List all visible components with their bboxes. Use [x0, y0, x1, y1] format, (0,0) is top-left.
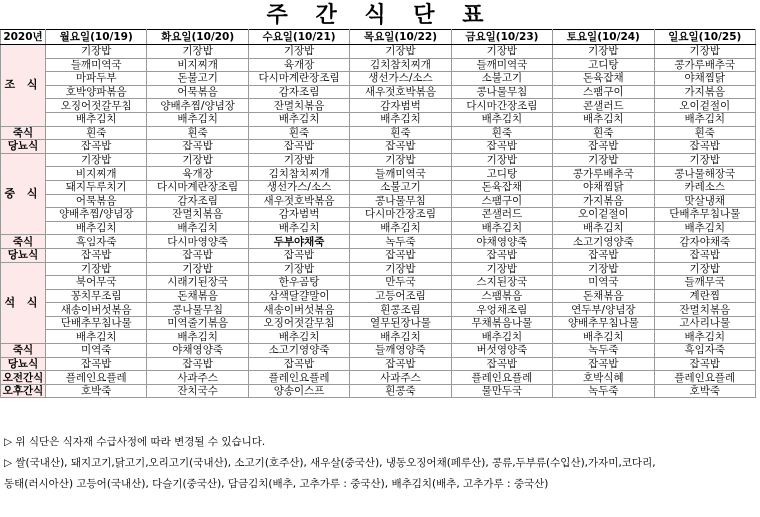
menu-item: 배추김치 [451, 330, 552, 344]
menu-item: 배추김치 [654, 221, 755, 235]
menu-item: 다시마간장조림 [451, 99, 552, 113]
menu-item: 돈채볶음 [553, 289, 654, 303]
menu-item: 흰죽 [451, 126, 552, 140]
menu-item: 들깨미역국 [350, 167, 451, 181]
menu-item: 만두국 [350, 276, 451, 290]
menu-item: 잔멸치볶음 [654, 303, 755, 317]
menu-item: 기장밥 [350, 45, 451, 59]
menu-item: 양배추무침나물 [553, 316, 654, 330]
menu-item: 배추김치 [147, 221, 248, 235]
menu-item: 가지볶음 [654, 85, 755, 99]
menu-item: 연두부/양념장 [553, 303, 654, 317]
menu-row [1, 221, 756, 235]
menu-item: 꽁치무조림 [46, 289, 147, 303]
menu-row [1, 357, 756, 371]
menu-item: 기장밥 [248, 153, 349, 167]
meal-label: 중 식 [1, 153, 46, 235]
menu-item: 흰콩조림 [350, 303, 451, 317]
menu-item: 무채볶음나물 [451, 316, 552, 330]
menu-item: 플레인요플레 [46, 371, 147, 385]
menu-item: 시래기된장국 [147, 276, 248, 290]
menu-item: 흑임자죽 [46, 235, 147, 249]
menu-item: 감자조림 [147, 194, 248, 208]
menu-row [1, 112, 756, 126]
menu-item: 카레소스 [654, 180, 755, 194]
menu-item: 흰죽 [654, 126, 755, 140]
menu-item: 고사리나물 [654, 316, 755, 330]
day-header: 월요일(10/19) [46, 30, 147, 45]
menu-item: 기장밥 [248, 262, 349, 276]
menu-item: 소불고기 [350, 180, 451, 194]
menu-item: 잡곡밥 [147, 248, 248, 262]
menu-item: 배추김치 [147, 330, 248, 344]
menu-item: 야채영양죽 [147, 344, 248, 358]
menu-item: 다시마계란장조림 [147, 180, 248, 194]
menu-item: 잔멸치볶음 [248, 99, 349, 113]
menu-item: 배추김치 [553, 112, 654, 126]
menu-item: 새송이버섯볶음 [46, 303, 147, 317]
menu-item: 기장밥 [654, 262, 755, 276]
menu-item: 들깨미역국 [46, 58, 147, 72]
menu-item: 오이겉절이 [553, 208, 654, 222]
meal-label: 당뇨식 [1, 140, 46, 154]
menu-item: 잡곡밥 [248, 140, 349, 154]
menu-item: 북어무국 [46, 276, 147, 290]
menu-item: 다시마간장조림 [350, 208, 451, 222]
menu-item: 스팸구이 [553, 85, 654, 99]
day-header: 수요일(10/21) [248, 30, 349, 45]
menu-row [1, 303, 756, 317]
menu-item: 흰죽 [46, 126, 147, 140]
menu-item: 콩가루배추국 [654, 58, 755, 72]
menu-item: 감자조림 [248, 85, 349, 99]
menu-item: 배추김치 [654, 330, 755, 344]
menu-item: 두부야채죽 [248, 235, 349, 249]
menu-item: 기장밥 [147, 153, 248, 167]
menu-item: 계란찜 [654, 289, 755, 303]
menu-item: 흑임자죽 [654, 344, 755, 358]
day-header: 일요일(10/25) [654, 30, 755, 45]
menu-row [1, 248, 756, 262]
menu-row [1, 235, 756, 249]
menu-item: 콘샐러드 [451, 208, 552, 222]
meal-label: 오후간식 [1, 384, 46, 398]
menu-item: 들깨무국 [654, 276, 755, 290]
menu-item: 김치참치찌개 [350, 58, 451, 72]
menu-item: 기장밥 [46, 262, 147, 276]
menu-item: 흰죽 [553, 126, 654, 140]
menu-item: 기장밥 [451, 45, 552, 59]
menu-row [1, 140, 756, 154]
day-header: 화요일(10/20) [147, 30, 248, 45]
menu-item: 기장밥 [147, 45, 248, 59]
menu-item: 육개장 [248, 58, 349, 72]
menu-item: 생선가스/소스 [350, 72, 451, 86]
menu-row [1, 262, 756, 276]
menu-row [1, 384, 756, 398]
menu-item: 돈육잡채 [451, 180, 552, 194]
menu-item: 잡곡밥 [553, 357, 654, 371]
menu-row [1, 126, 756, 140]
menu-item: 돼지두루치기 [46, 180, 147, 194]
menu-item: 고디탕 [553, 58, 654, 72]
menu-item: 육개장 [147, 167, 248, 181]
menu-item: 잡곡밥 [553, 140, 654, 154]
menu-item: 단배추무침나물 [46, 316, 147, 330]
menu-item: 플레인요플레 [654, 371, 755, 385]
menu-item: 기장밥 [147, 262, 248, 276]
menu-item: 배추김치 [350, 330, 451, 344]
menu-item: 비지찌개 [46, 167, 147, 181]
menu-item: 기장밥 [654, 153, 755, 167]
menu-item: 잡곡밥 [350, 248, 451, 262]
day-header: 토요일(10/24) [553, 30, 654, 45]
day-header: 금요일(10/23) [451, 30, 552, 45]
menu-row [1, 371, 756, 385]
menu-item: 새우젓호박볶음 [248, 194, 349, 208]
menu-item: 플레인요플레 [248, 371, 349, 385]
menu-row [1, 276, 756, 290]
menu-item: 다시마영양죽 [147, 235, 248, 249]
menu-item: 호박죽 [46, 384, 147, 398]
menu-item: 배추김치 [654, 112, 755, 126]
menu-row [1, 72, 756, 86]
menu-row [1, 330, 756, 344]
menu-item: 한우곰탕 [248, 276, 349, 290]
menu-item: 우엉채조림 [451, 303, 552, 317]
year-header: 2020년 [1, 30, 46, 45]
note-line: ▷ 쌀(국내산), 돼지고기,닭고기,오리고기(국내산), 소고기(호주산), 새우살(중국산), 냉동오징어채(페루산), 콩류,두부류(수입산),가자미,코다리, [4, 457, 656, 469]
menu-item: 다시마계란장조림 [248, 72, 349, 86]
menu-item: 양배추찜/양념장 [46, 208, 147, 222]
menu-item: 기장밥 [451, 153, 552, 167]
menu-item: 양송이스프 [248, 384, 349, 398]
menu-item: 잔멸치볶음 [147, 208, 248, 222]
day-header: 목요일(10/22) [350, 30, 451, 45]
menu-item: 콩나물해장국 [654, 167, 755, 181]
menu-item: 감자범벅 [248, 208, 349, 222]
menu-item: 돈채볶음 [147, 289, 248, 303]
menu-item: 잡곡밥 [654, 357, 755, 371]
menu-item: 기장밥 [451, 262, 552, 276]
menu-item: 어묵볶음 [46, 194, 147, 208]
menu-item: 고디탕 [451, 167, 552, 181]
menu-item: 소고기영양죽 [248, 344, 349, 358]
menu-item: 스지된장국 [451, 276, 552, 290]
menu-item: 열무된장나물 [350, 316, 451, 330]
menu-item: 호박죽 [654, 384, 755, 398]
menu-item: 야채영양죽 [451, 235, 552, 249]
menu-item: 기장밥 [350, 153, 451, 167]
header-row [1, 30, 756, 45]
menu-item: 들깨미역국 [451, 58, 552, 72]
menu-row [1, 99, 756, 113]
menu-item: 미역국 [553, 276, 654, 290]
menu-item: 기장밥 [553, 153, 654, 167]
menu-item: 돈불고기 [147, 72, 248, 86]
menu-item: 호박양파볶음 [46, 85, 147, 99]
menu-item: 잡곡밥 [350, 140, 451, 154]
menu-item: 감자야채죽 [654, 235, 755, 249]
menu-item: 스팸볶음 [451, 289, 552, 303]
menu-item: 사과주스 [350, 371, 451, 385]
menu-item: 녹두죽 [553, 384, 654, 398]
menu-item: 콩나물무침 [451, 85, 552, 99]
menu-item: 돈육잡채 [553, 72, 654, 86]
meal-label: 당뇨식 [1, 248, 46, 262]
menu-item: 호박식혜 [553, 371, 654, 385]
menu-item: 양배추찜/양념장 [147, 99, 248, 113]
menu-item: 배추김치 [553, 221, 654, 235]
menu-item: 배추김치 [350, 221, 451, 235]
menu-item: 물만두국 [451, 384, 552, 398]
menu-item: 버섯영양죽 [451, 344, 552, 358]
menu-item: 김치참치찌개 [248, 167, 349, 181]
menu-item: 미역죽 [46, 344, 147, 358]
menu-item: 배추김치 [248, 112, 349, 126]
note-line: 동태(러시아산) 고등어(국내산), 다슬기(중국산), 담금김치(배추, 고추가루 : 중국산), 배추김치(배추, 고추가루 : 중국산) [4, 478, 549, 490]
note-line: ▷ 위 식단은 식자재 수급사정에 따라 변경될 수 있습니다. [4, 436, 266, 448]
menu-item: 잡곡밥 [248, 248, 349, 262]
menu-item: 새송이버섯볶음 [248, 303, 349, 317]
menu-item: 잡곡밥 [46, 140, 147, 154]
menu-item: 맛살냉채 [654, 194, 755, 208]
menu-item: 콩나물무침 [147, 303, 248, 317]
meal-label: 오전간식 [1, 371, 46, 385]
menu-item: 녹두죽 [350, 235, 451, 249]
menu-row [1, 167, 756, 181]
menu-item: 스팸구이 [451, 194, 552, 208]
menu-item: 배추김치 [248, 330, 349, 344]
meal-label: 죽식 [1, 235, 46, 249]
menu-item: 잡곡밥 [451, 248, 552, 262]
menu-item: 기장밥 [248, 45, 349, 59]
weekly-menu-table [0, 29, 756, 398]
menu-item: 콩가루배추국 [553, 167, 654, 181]
menu-item: 배추김치 [451, 221, 552, 235]
menu-item: 어묵볶음 [147, 85, 248, 99]
notes-section [0, 432, 760, 495]
menu-row [1, 58, 756, 72]
meal-label: 죽식 [1, 344, 46, 358]
menu-item: 배추김치 [46, 112, 147, 126]
menu-item: 배추김치 [147, 112, 248, 126]
menu-row [1, 344, 756, 358]
menu-item: 마파두부 [46, 72, 147, 86]
menu-row [1, 45, 756, 59]
menu-item: 잡곡밥 [147, 357, 248, 371]
menu-item: 기장밥 [46, 45, 147, 59]
menu-item: 들깨영양죽 [350, 344, 451, 358]
page-title: 주 간 식 단 표 [266, 3, 494, 28]
menu-item: 잔치국수 [147, 384, 248, 398]
menu-row [1, 289, 756, 303]
menu-item: 야채찜닭 [654, 72, 755, 86]
menu-item: 오징어젓갈무침 [248, 316, 349, 330]
menu-row [1, 316, 756, 330]
meal-label: 석 식 [1, 262, 46, 344]
menu-row [1, 153, 756, 167]
menu-item: 가지볶음 [553, 194, 654, 208]
menu-item: 흰콩죽 [350, 384, 451, 398]
menu-item: 잡곡밥 [147, 140, 248, 154]
menu-item: 배추김치 [46, 330, 147, 344]
menu-item: 잡곡밥 [46, 357, 147, 371]
menu-item: 새우젓호박볶음 [350, 85, 451, 99]
menu-item: 기장밥 [350, 262, 451, 276]
menu-item: 흰죽 [350, 126, 451, 140]
menu-item: 사과주스 [147, 371, 248, 385]
menu-item: 배추김치 [248, 221, 349, 235]
menu-item: 잡곡밥 [248, 357, 349, 371]
menu-item: 감자범벅 [350, 99, 451, 113]
menu-item: 잡곡밥 [350, 357, 451, 371]
menu-item: 플레인요플레 [451, 371, 552, 385]
menu-item: 잡곡밥 [654, 248, 755, 262]
menu-item: 잡곡밥 [553, 248, 654, 262]
menu-item: 기장밥 [46, 153, 147, 167]
menu-item: 콩나물무침 [350, 194, 451, 208]
menu-item: 잡곡밥 [654, 140, 755, 154]
menu-item: 단배추무침나물 [654, 208, 755, 222]
menu-item: 오이겉절이 [654, 99, 755, 113]
menu-item: 기장밥 [553, 262, 654, 276]
menu-item: 미역줄기볶음 [147, 316, 248, 330]
menu-row [1, 208, 756, 222]
menu-item: 배추김치 [46, 221, 147, 235]
menu-item: 오징어젓갈무침 [46, 99, 147, 113]
meal-label: 당뇨식 [1, 357, 46, 371]
menu-item: 기장밥 [654, 45, 755, 59]
menu-row [1, 180, 756, 194]
menu-item: 야채찜닭 [553, 180, 654, 194]
menu-item: 잡곡밥 [451, 357, 552, 371]
menu-item: 소불고기 [451, 72, 552, 86]
menu-item: 배추김치 [350, 112, 451, 126]
menu-item: 배추김치 [553, 330, 654, 344]
menu-item: 흰죽 [147, 126, 248, 140]
menu-item: 소고기영양죽 [553, 235, 654, 249]
menu-item: 생선가스/소스 [248, 180, 349, 194]
menu-item: 녹두죽 [553, 344, 654, 358]
menu-item: 잡곡밥 [451, 140, 552, 154]
meal-label: 죽식 [1, 126, 46, 140]
menu-item: 콘샐러드 [553, 99, 654, 113]
menu-item: 고등어조림 [350, 289, 451, 303]
menu-row [1, 85, 756, 99]
meal-label: 조 식 [1, 45, 46, 127]
menu-item: 흰죽 [248, 126, 349, 140]
menu-item: 기장밥 [553, 45, 654, 59]
menu-item: 배추김치 [451, 112, 552, 126]
menu-row [1, 194, 756, 208]
menu-item: 삼색달걀말이 [248, 289, 349, 303]
menu-item: 비지찌개 [147, 58, 248, 72]
menu-item: 잡곡밥 [46, 248, 147, 262]
